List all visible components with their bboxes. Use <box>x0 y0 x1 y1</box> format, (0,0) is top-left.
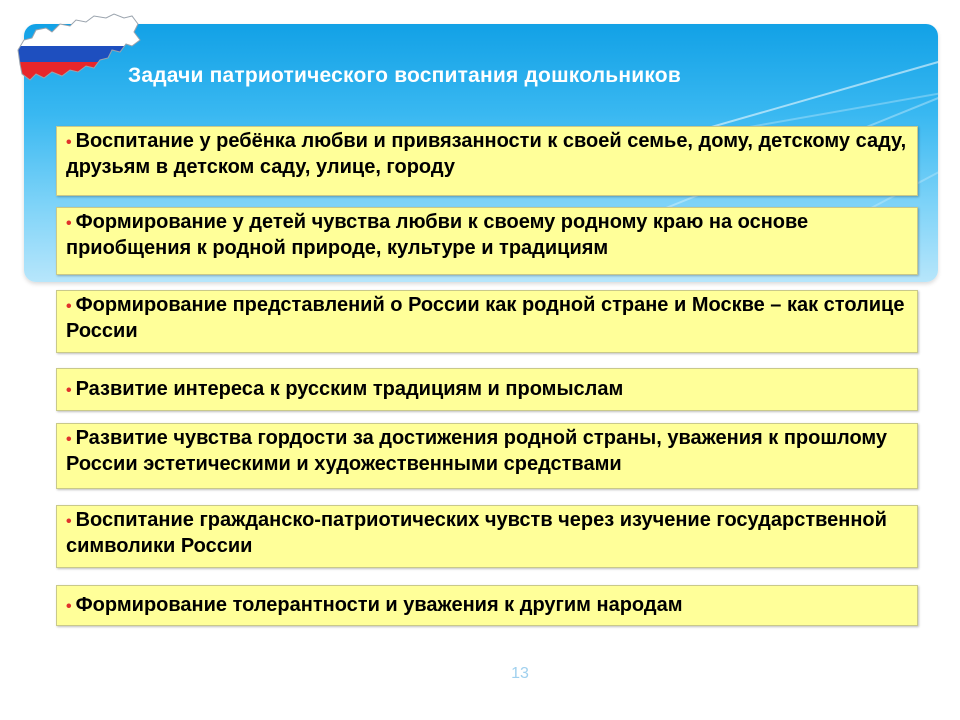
task-box-4 <box>56 368 918 411</box>
task-text-3: Формирование представлений о России как родной стране и Москве – как столице России <box>66 294 905 342</box>
task-box-3 <box>56 290 918 353</box>
bullet-dot-icon: • <box>66 215 72 232</box>
task-box-5 <box>56 423 918 489</box>
bullet-dot-icon: • <box>66 513 72 530</box>
task-text-4: Развитие интереса к русским традициям и промыслам <box>75 378 624 400</box>
bullet-dot-icon: • <box>66 431 72 448</box>
task-text-7: Формирование толерантности и уважения к другим народам <box>75 594 683 616</box>
task-text-1: Воспитание у ребёнка любви и привязанности к своей семье, дому, детскому саду, друзьям в детском саду, улице, городу <box>66 130 907 178</box>
task-text-6: Воспитание гражданско-патриотических чувств через изучение государственной символики России <box>66 509 887 557</box>
bullet-dot-icon: • <box>66 134 72 151</box>
bullet-dot-icon: • <box>66 298 72 315</box>
bullet-dot-icon: • <box>66 382 72 399</box>
task-box-2 <box>56 207 918 275</box>
task-text-2: Формирование у детей чувства любви к своему родному краю на основе приобщения к родной природе, культуре и традициям <box>66 211 809 259</box>
task-box-6 <box>56 505 918 568</box>
page-number: 13 <box>511 665 529 682</box>
task-box-1 <box>56 126 918 196</box>
task-box-7 <box>56 585 918 626</box>
task-text-5: Развитие чувства гордости за достижения родной страны, уважения к прошлому России эстетическими и художественными средствами <box>66 427 888 475</box>
russia-map-flag-icon <box>14 10 142 92</box>
bullet-dot-icon: • <box>66 598 72 615</box>
slide-title: Задачи патриотического воспитания дошкольников <box>128 64 681 87</box>
